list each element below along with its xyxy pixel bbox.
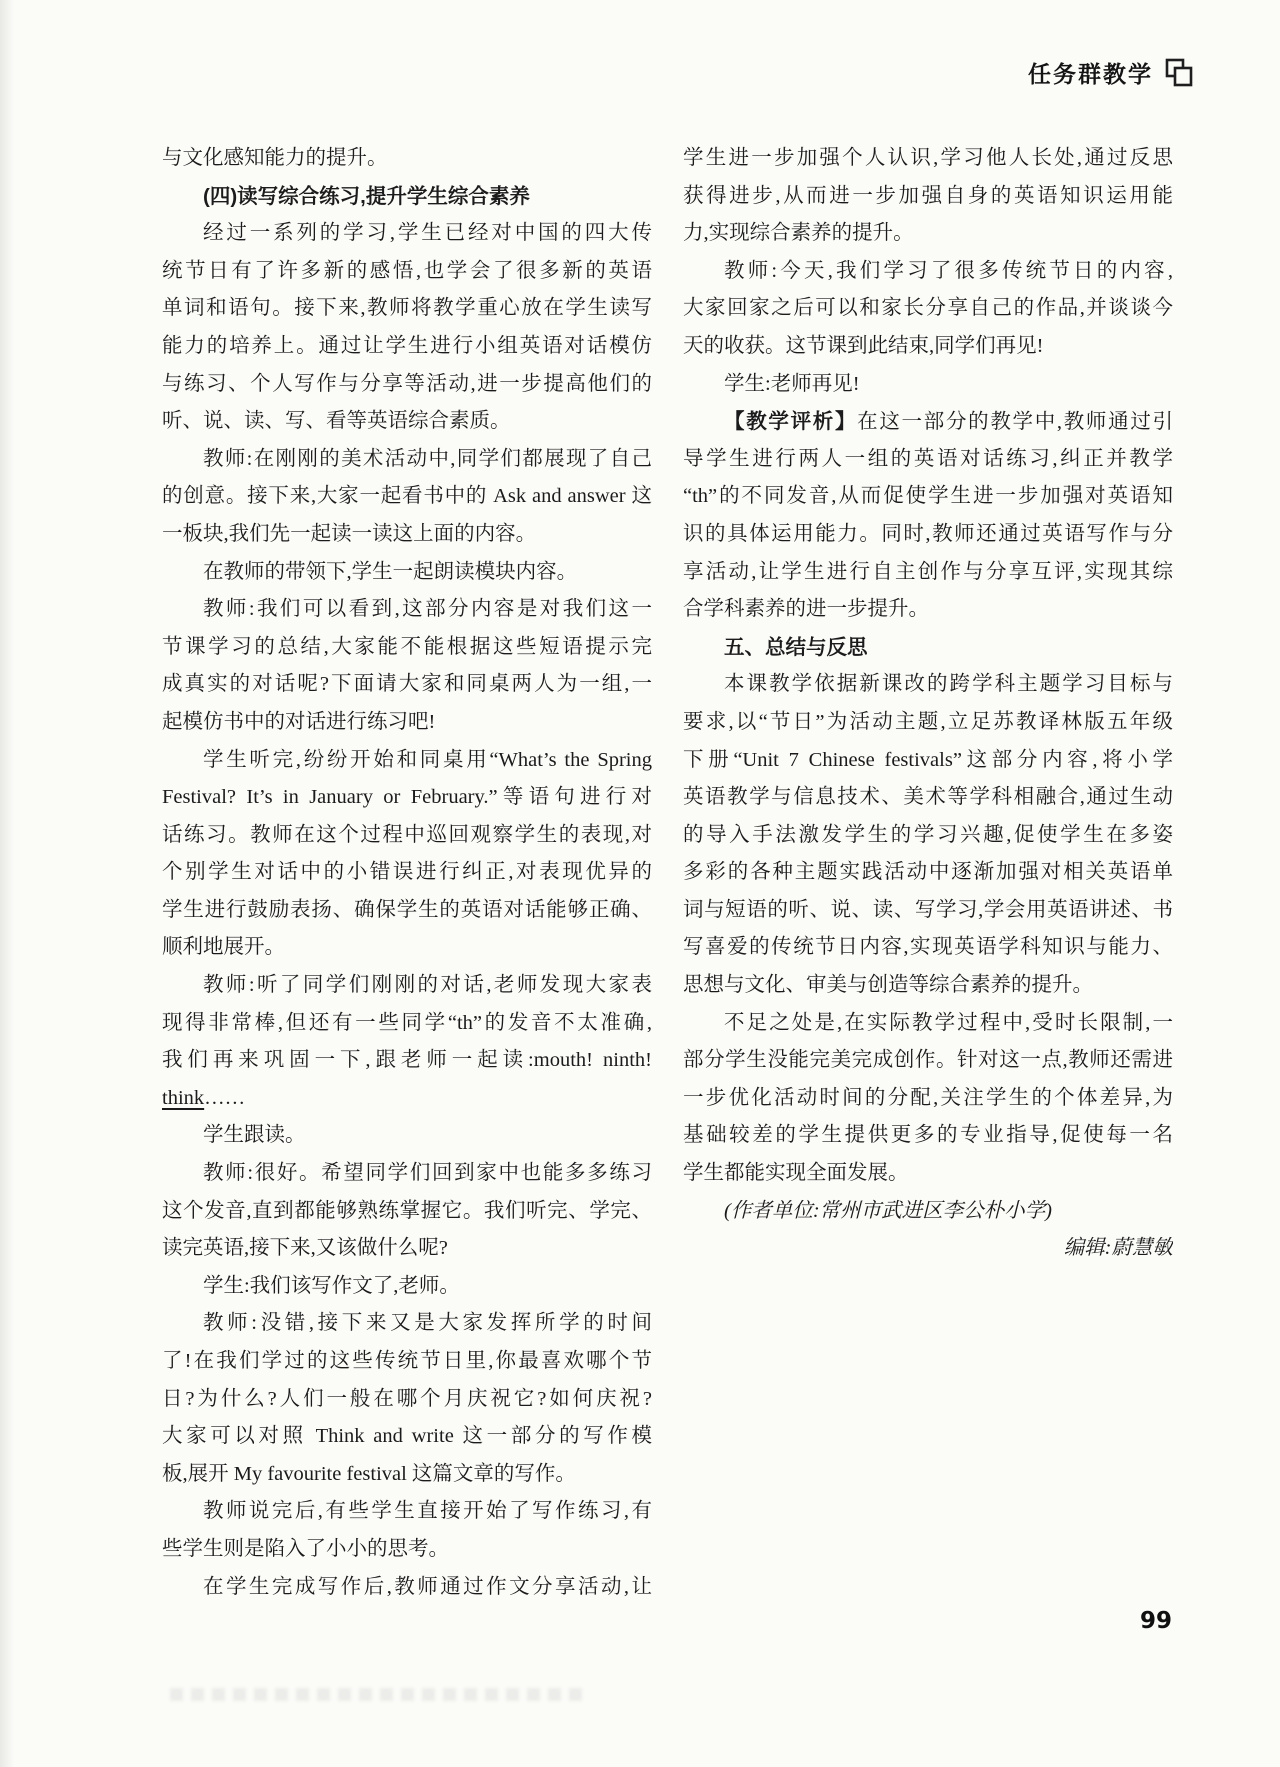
text-line: 话练习。教师在这个过程中巡回观察学生的表现,对 xyxy=(162,823,652,846)
text-line: 大家可以对照 Think and write 这一部分的写作模 xyxy=(162,1425,652,1448)
text-line: 学生进行鼓励表扬、确保学生的英语对话能够正确、 xyxy=(162,898,652,921)
text-line: 五、总结与反思 xyxy=(724,635,868,659)
text-line: 读完英语,接下来,又该做什么呢? xyxy=(162,1237,448,1260)
text-line: 与文化感知能力的提升。 xyxy=(162,147,388,169)
text-line: 英语教学与信息技术、美术等学科相融合,通过生动 xyxy=(683,786,1173,809)
text-line: 板,展开 My favourite festival 这篇文章的写作。 xyxy=(162,1462,576,1485)
text-line: (四)读写综合练习,提升学生综合素养 xyxy=(203,184,530,208)
text-line: 学生进一步加强个人认识,学习他人长处,通过反思 xyxy=(683,147,1173,169)
text-line: 【教学评析】在这一部分的教学中,教师通过引 xyxy=(724,410,1173,434)
text-line: 学生:我们该写作文了,老师。 xyxy=(203,1274,460,1297)
text-line: 下册“Unit 7 Chinese festivals”这部分内容,将小学 xyxy=(683,748,1173,771)
page-edge-shadow xyxy=(0,0,14,1767)
section-header-title: 任务群教学 xyxy=(1028,61,1153,87)
text-line: think…… xyxy=(162,1086,246,1109)
text-line: 学生:老师再见! xyxy=(724,372,860,395)
text-line: 获得进步,从而进一步加强自身的英语知识运用能 xyxy=(683,184,1173,207)
text-line: 教师:很好。希望同学们回到家中也能多多练习 xyxy=(203,1162,652,1185)
text-line: 教师:今天,我们学习了很多传统节日的内容, xyxy=(724,259,1173,282)
text-line: 合学科素养的进一步提升。 xyxy=(683,598,929,621)
text-line: 节课学习的总结,大家能不能根据这些短语提示完 xyxy=(162,635,652,658)
text-line: 一步优化活动时间的分配,关注学生的个体差异,为 xyxy=(683,1086,1173,1109)
text-line: 学生听完,纷纷开始和同桌用“What’s the Spring xyxy=(203,748,652,771)
text-line: 个别学生对话中的小错误进行纠正,对表现优异的 xyxy=(162,861,652,884)
text-line: 在教师的带领下,学生一起朗读模块内容。 xyxy=(203,560,578,583)
text-line: 在学生完成写作后,教师通过作文分享活动,让 xyxy=(203,1575,652,1598)
text-line: 成真实的对话呢?下面请大家和同桌两人为一组,一 xyxy=(162,673,652,696)
text-line: 导学生进行两人一组的英语对话练习,纠正并教学 xyxy=(683,447,1173,470)
text-line: 教师说完后,有些学生直接开始了写作练习,有 xyxy=(203,1500,652,1523)
text-line: 的导入手法激发学生的学习兴趣,促使学生在多姿 xyxy=(683,823,1173,846)
text-line: 的创意。接下来,大家一起看书中的 Ask and answer 这 xyxy=(162,485,652,508)
text-line: 这个发音,直到都能够熟练掌握它。我们听完、学完、 xyxy=(162,1199,652,1222)
text-line: 我们再来巩固一下,跟老师一起读:mouth! ninth! xyxy=(162,1049,652,1072)
text-line: 能力的培养上。通过让学生进行小组英语对话模仿 xyxy=(162,334,652,357)
right-column xyxy=(683,140,1173,1268)
text-line: 与练习、个人写作与分享等活动,进一步提高他们的 xyxy=(162,372,652,395)
text-line: 思想与文化、审美与创造等综合素养的提升。 xyxy=(683,974,1093,997)
text-line: 教师:我们可以看到,这部分内容是对我们这一 xyxy=(203,598,652,621)
text-line: 单词和语句。接下来,教师将教学重心放在学生读写 xyxy=(162,297,652,320)
text-line: 部分学生没能完美完成创作。针对这一点,教师还需进 xyxy=(683,1049,1173,1072)
text-line: 享活动,让学生进行自主创作与分享互评,实现其综 xyxy=(683,560,1173,583)
text-line: 教师:没错,接下来又是大家发挥所学的时间 xyxy=(203,1312,652,1335)
text-line: 经过一系列的学习,学生已经对中国的四大传 xyxy=(203,222,652,245)
text-line: 日?为什么?人们一般在哪个月庆祝它?如何庆祝? xyxy=(162,1387,652,1410)
text-line: 本课教学依据新课改的跨学科主题学习目标与 xyxy=(724,673,1173,696)
text-line: 教师:在刚刚的美术活动中,同学们都展现了自己 xyxy=(203,447,652,470)
text-line: 些学生则是陷入了小小的思考。 xyxy=(162,1537,449,1560)
text-line: 学生都能实现全面发展。 xyxy=(683,1162,909,1185)
left-column xyxy=(162,140,652,1606)
text-line: 教师:听了同学们刚刚的对话,老师发现大家表 xyxy=(203,974,652,997)
text-line: 一板块,我们先一起读一读这上面的内容。 xyxy=(162,522,537,545)
text-line: 天的收获。这节课到此结束,同学们再见! xyxy=(683,334,1044,357)
text-line: “th”的不同发音,从而促使学生进一步加强对英语知 xyxy=(683,485,1173,508)
text-line: 不足之处是,在实际教学过程中,受时长限制,一 xyxy=(724,1011,1173,1034)
text-line: 基础较差的学生提供更多的专业指导,促使每一名 xyxy=(683,1124,1173,1147)
text-line: 现得非常棒,但还有一些同学“th”的发音不太准确, xyxy=(162,1011,652,1034)
page-header xyxy=(1028,56,1194,89)
text-line: 识的具体运用能力。同时,教师还通过英语写作与分 xyxy=(683,522,1173,545)
overlapping-squares-icon xyxy=(1164,57,1194,89)
text-line: 多彩的各种主题实践活动中逐渐加强对相关英语单 xyxy=(683,861,1173,884)
text-line: 顺利地展开。 xyxy=(162,936,285,959)
text-line: 写喜爱的传统节日内容,实现英语学科知识与能力、 xyxy=(683,936,1173,959)
page-number: 99 xyxy=(1140,1608,1173,1634)
text-line: (作者单位:常州市武进区李公朴小学) xyxy=(724,1199,1052,1222)
text-line: Festival? It’s in January or February.”等语句进行对 xyxy=(162,786,652,809)
text-line: 起模仿书中的对话进行练习吧! xyxy=(162,710,436,733)
text-line: 大家回家之后可以和家长分享自己的作品,并谈谈今 xyxy=(683,297,1173,320)
text-line: 统节日有了许多新的感悟,也学会了很多新的英语 xyxy=(162,259,652,282)
text-line: 要求,以“节日”为活动主题,立足苏教译林版五年级 xyxy=(683,710,1173,733)
text-line: 学生跟读。 xyxy=(203,1124,306,1147)
text-line: 力,实现综合素养的提升。 xyxy=(683,222,914,245)
text-line: 编辑:蔚慧敏 xyxy=(1063,1237,1173,1260)
text-line: 了!在我们学过的这些传统节日里,你最喜欢哪个节 xyxy=(162,1350,652,1372)
bleedthrough-artifact xyxy=(170,1688,585,1701)
text-line: 听、说、读、写、看等英语综合素质。 xyxy=(162,410,511,433)
text-line: 词与短语的听、说、读、写学习,学会用英语讲述、书 xyxy=(683,898,1173,921)
